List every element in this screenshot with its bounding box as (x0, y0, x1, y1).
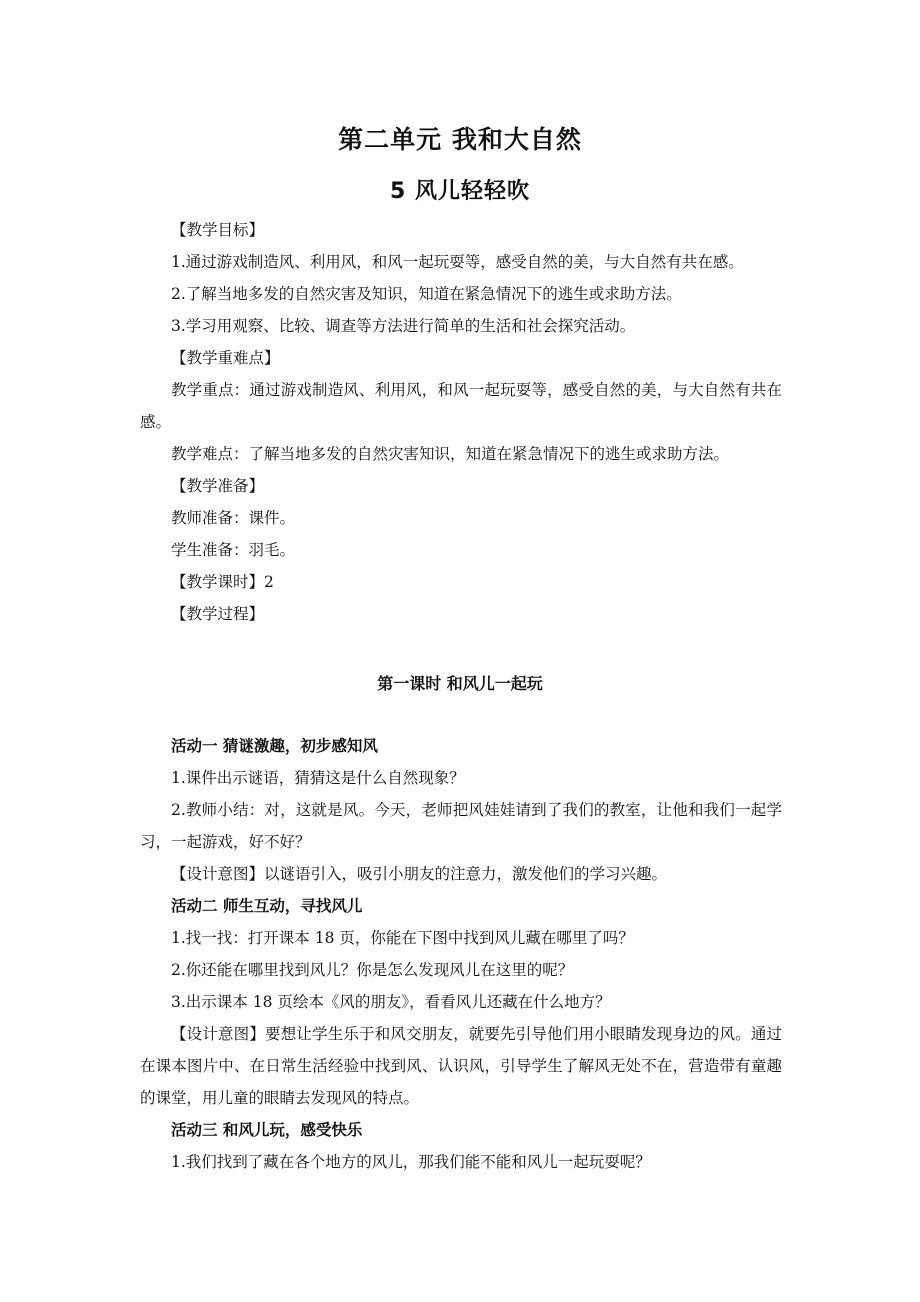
lesson-one-title: 第一课时 和风儿一起玩 (377, 674, 543, 693)
activity1-heading: 活动一 猜谜激趣，初步感知风 (171, 737, 378, 755)
teacher-preparation: 教师准备：课件。 (171, 509, 296, 527)
activity2-heading: 活动二 师生互动，寻找风儿 (171, 897, 363, 915)
activity1-item-2: 2.教师小结：对，这就是风。今天，老师把风娃娃请到了我们的教室，让他和我们一起学习，一起游戏，好不好？ (140, 801, 782, 851)
activity3-heading: 活动三 和风儿玩，感受快乐 (171, 1121, 363, 1139)
student-preparation: 学生准备：羽毛。 (171, 541, 296, 559)
unit-title: 第二单元 我和大自然 (338, 125, 582, 154)
periods-line: 【教学课时】2 (171, 573, 274, 591)
goal-item-2: 2.了解当地多发的自然灾害及知识，知道在紧急情况下的逃生或求助方法。 (171, 285, 682, 303)
goal-item-3: 3.学习用观察、比较、调查等方法进行简单的生活和社会探究活动。 (171, 317, 636, 335)
activity2-item-2: 2.你还能在哪里找到风儿？你是怎么发现风儿在这里的呢？ (171, 961, 574, 979)
goals-heading: 【教学目标】 (171, 221, 265, 239)
lesson-title: 5 风儿轻轻吹 (390, 179, 530, 204)
activity2-item-1: 1.找一找：打开课本 18 页，你能在下图中找到风儿藏在哪里了吗？ (171, 929, 634, 947)
activity2-intent: 【设计意图】要想让学生乐于和风交朋友，就要先引导他们用小眼睛发现身边的风。通过在课本图片中、在日常生活经验中找到风、认识风，引导学生了解风无处不在，营造带有童趣的课堂，用儿童的眼睛去发现风的特点。 (140, 1025, 782, 1107)
activity1-intent: 【设计意图】以谜语引入，吸引小朋友的注意力，激发他们的学习兴趣。 (171, 865, 668, 883)
difficult-point-text: 教学难点：了解当地多发的自然灾害知识，知道在紧急情况下的逃生或求助方法。 (171, 445, 730, 463)
activity2-item-3: 3.出示课本 18 页绘本《风的朋友》，看看风儿还藏在什么地方？ (171, 993, 611, 1011)
key-point-text: 教学重点：通过游戏制造风、利用风，和风一起玩耍等，感受自然的美，与大自然有共在感。 (140, 381, 782, 431)
process-heading: 【教学过程】 (171, 605, 265, 623)
goal-item-1: 1.通过游戏制造风、利用风，和风一起玩耍等，感受自然的美，与大自然有共在感。 (171, 253, 744, 271)
key-points-heading: 【教学重难点】 (171, 349, 280, 367)
preparation-heading: 【教学准备】 (171, 477, 265, 495)
activity1-item-1: 1.课件出示谜语，猜猜这是什么自然现象？ (171, 769, 465, 787)
activity3-item-1: 1.我们找到了藏在各个地方的风儿，那我们能不能和风儿一起玩耍呢？ (171, 1153, 651, 1171)
